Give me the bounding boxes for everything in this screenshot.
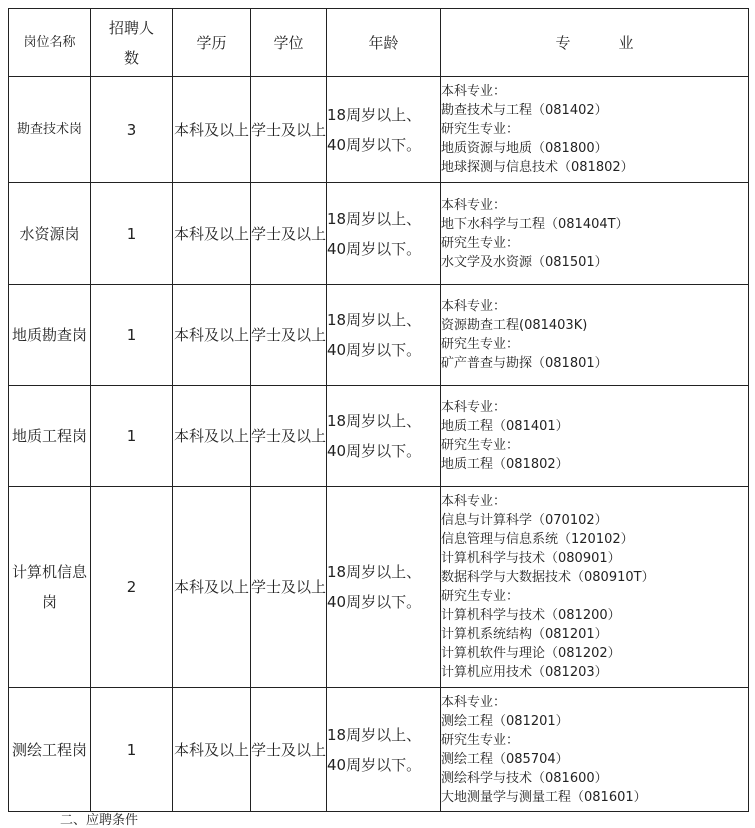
- table-row: [9, 183, 749, 285]
- age-requirement: 18周岁以上、40周岁以下。: [327, 77, 441, 183]
- major-line: 计算机系统结构（081201）: [441, 627, 608, 642]
- position-name: 勘查技术岗: [9, 77, 91, 183]
- table-row: [9, 386, 749, 487]
- age-requirement: 18周岁以上、40周岁以下。: [327, 487, 441, 688]
- header-age: 年龄: [327, 9, 441, 77]
- major-line: 研究生专业：: [441, 438, 520, 453]
- major-list: [441, 386, 749, 487]
- major-line: 本科专业：: [441, 494, 507, 509]
- major-line: 信息管理与信息系统（120102）: [441, 532, 634, 547]
- major-list: [441, 688, 749, 812]
- degree: 学士及以上: [251, 77, 327, 183]
- major-line: 大地测量学与测量工程（081601）: [441, 789, 647, 805]
- header-degree: 学位: [251, 9, 327, 77]
- major-line: 研究生专业：: [441, 337, 520, 352]
- major-line: 地质资源与地质（081800）: [441, 141, 608, 156]
- header-headcount: [91, 9, 173, 77]
- major-line: 地质工程（081802）: [441, 457, 569, 472]
- education: 本科及以上: [173, 183, 251, 285]
- degree: 学士及以上: [251, 688, 327, 812]
- major-line: 本科专业：: [441, 197, 507, 213]
- headcount: 1: [91, 386, 173, 487]
- major-line: 本科专业：: [441, 694, 507, 710]
- major-line: 信息与计算科学（070102）: [441, 513, 608, 528]
- section-heading-cutoff: 二、应聘条件: [60, 813, 139, 828]
- major-line: 研究生专业：: [441, 589, 520, 604]
- major-line: 测绘工程（085704）: [441, 751, 569, 767]
- education: 本科及以上: [173, 386, 251, 487]
- age-requirement: 18周岁以上、40周岁以下。: [327, 386, 441, 487]
- table-row: [9, 487, 749, 688]
- header-major: [441, 9, 749, 77]
- header-major-char2: 业: [618, 33, 634, 52]
- major-list: [441, 183, 749, 285]
- headcount: 2: [91, 487, 173, 688]
- major-line: 地质工程（081401）: [441, 419, 569, 434]
- major-line: 计算机科学与技术（080901）: [441, 551, 621, 566]
- position-name: 水资源岗: [9, 183, 91, 285]
- major-line: 矿产普查与勘探（081801）: [441, 356, 608, 371]
- education: 本科及以上: [173, 688, 251, 812]
- education: 本科及以上: [173, 285, 251, 386]
- major-line: 地球探测与信息技术（081802）: [441, 160, 634, 175]
- age-requirement: 18周岁以上、40周岁以下。: [327, 285, 441, 386]
- major-line: 计算机科学与技术（081200）: [441, 608, 621, 623]
- degree: 学士及以上: [251, 183, 327, 285]
- major-list: [441, 285, 749, 386]
- table-row: [9, 77, 749, 183]
- degree: 学士及以上: [251, 487, 327, 688]
- header-major-char1: 专: [555, 33, 571, 52]
- major-line: 勘查技术与工程（081402）: [441, 103, 608, 118]
- major-line: 研究生专业：: [441, 235, 520, 251]
- education: 本科及以上: [173, 487, 251, 688]
- header-education: 学历: [173, 9, 251, 77]
- major-line: 本科专业：: [441, 84, 507, 99]
- major-line: 测绘科学与技术（081600）: [441, 770, 608, 786]
- degree: 学士及以上: [251, 285, 327, 386]
- headcount: 3: [91, 77, 173, 183]
- headcount: 1: [91, 688, 173, 812]
- header-headcount-label: 招聘人数: [108, 18, 154, 67]
- header-row: [9, 9, 749, 77]
- position-name: 地质勘查岗: [9, 285, 91, 386]
- position-name: 地质工程岗: [9, 386, 91, 487]
- major-line: 测绘工程（081201）: [441, 713, 569, 729]
- major-line: 本科专业：: [441, 299, 507, 314]
- headcount: 1: [91, 183, 173, 285]
- degree: 学士及以上: [251, 386, 327, 487]
- major-line: 计算机软件与理论（081202）: [441, 646, 621, 661]
- education: 本科及以上: [173, 77, 251, 183]
- major-line: 地下水科学与工程（081404T）: [441, 216, 629, 232]
- major-line: 研究生专业：: [441, 732, 520, 748]
- major-line: 资源勘查工程(081403K): [441, 318, 588, 333]
- major-list: [441, 77, 749, 183]
- major-line: 数据科学与大数据技术（080910T）: [441, 570, 655, 585]
- table-row: [9, 285, 749, 386]
- table-row: [9, 688, 749, 812]
- header-position-name: 岗位名称: [9, 9, 91, 77]
- major-line: 本科专业：: [441, 400, 507, 415]
- positions-table: [8, 8, 749, 812]
- age-requirement: 18周岁以上、40周岁以下。: [327, 688, 441, 812]
- age-requirement: 18周岁以上、40周岁以下。: [327, 183, 441, 285]
- major-line: 水文学及水资源（081501）: [441, 254, 608, 270]
- major-line: 计算机应用技术（081203）: [441, 665, 608, 680]
- headcount: 1: [91, 285, 173, 386]
- major-line: 研究生专业：: [441, 122, 520, 137]
- position-name: 测绘工程岗: [9, 688, 91, 812]
- major-list: [441, 487, 749, 688]
- position-name: 计算机信息岗: [9, 487, 91, 688]
